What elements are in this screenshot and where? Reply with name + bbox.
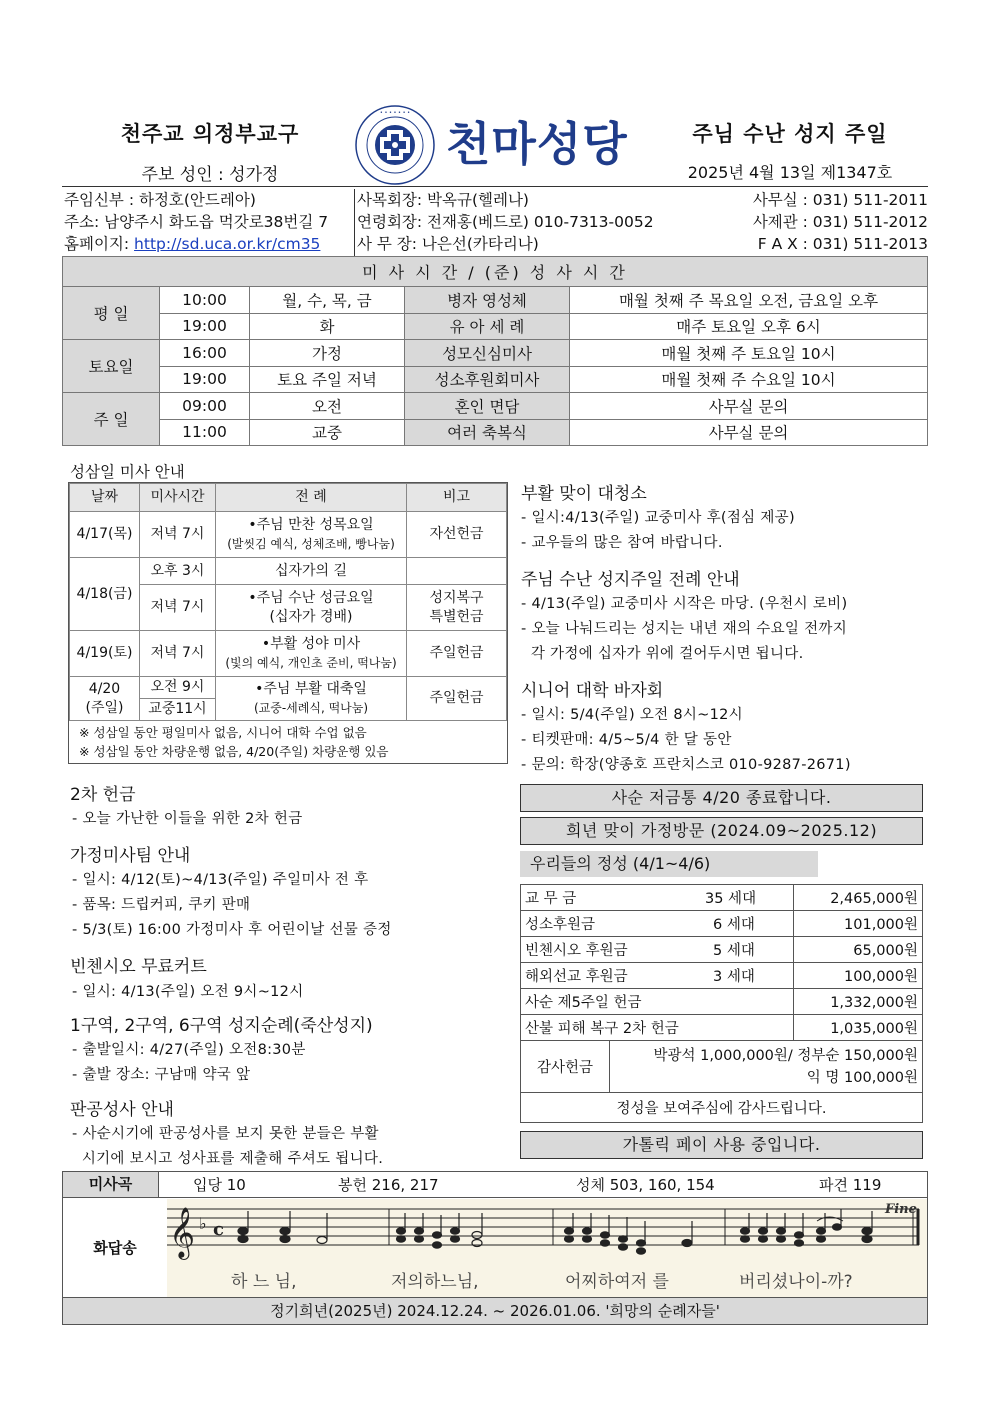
homepage-label: 홈페이지: — [64, 235, 135, 253]
hw-note: 성지복구 — [429, 589, 484, 606]
holy-week-title: 성삼일 미사 안내 — [70, 463, 185, 481]
hw-note: 자선헌금 — [407, 512, 507, 558]
vincent-title: 빈첸시오 무료커트 — [70, 957, 207, 977]
col-date: 날짜 — [70, 484, 140, 512]
offering-count: 5 세대 — [713, 943, 755, 959]
association-chair: 연령회장: 전재홍(베드로) 010-7313-0052 — [357, 213, 654, 231]
offering-amount: 2,465,000원 — [794, 885, 923, 911]
offering-name: 교 무 금 — [525, 891, 577, 907]
hw-note: 특별헌금 — [429, 608, 484, 625]
list-item: - 일시: 5/4(주일) 오전 8시~12시 — [521, 707, 743, 723]
bazaar-title: 시니어 대학 바자회 — [521, 681, 664, 701]
hw-note: 주일헌금 — [407, 677, 507, 721]
homepage-link[interactable]: http://sd.uca.or.kr/cm35 — [134, 235, 321, 253]
sacrament-name: 유 아 세 례 — [405, 313, 570, 340]
sacrament-when: 사무실 문의 — [570, 393, 928, 420]
mass-time: 16:00 — [160, 340, 250, 367]
list-item: - 출발 장소: 구남매 약국 앞 — [72, 1067, 251, 1083]
mass-desc: 오전 — [250, 393, 405, 420]
header-right — [650, 118, 930, 183]
office-phone: 사무실 : 031) 511-2011 — [752, 191, 928, 209]
list-item: - 출발일시: 4/27(주일) 오전8:30분 — [72, 1042, 306, 1058]
mass-schedule-title: 미 사 시 간 / (준) 성 사 시 간 — [63, 257, 928, 287]
hw-date: 4/19(토) — [70, 631, 140, 677]
offering-amount: 1,332,000원 — [794, 989, 923, 1015]
sacrament-when: 매월 첫째 주 토요일 10시 — [570, 340, 928, 367]
psalm-lyric: 저의하느님, — [391, 1272, 479, 1292]
list-item: 시기에 보시고 성사표를 제출해 주셔도 됩니다. — [72, 1151, 384, 1167]
offering-name: 성소후원금 — [525, 917, 596, 933]
sunday-label: 주 일 — [63, 393, 160, 446]
fine-marking: Fine — [885, 1202, 917, 1217]
offering-amount: 101,000원 — [794, 911, 923, 937]
mass-songs-row — [63, 1172, 927, 1198]
sacrament-name: 여러 축복식 — [405, 419, 570, 446]
svg-text:• • • • • • •: • • • • • • • — [379, 110, 411, 116]
psalm-score — [167, 1199, 927, 1297]
diocese-seal-logo — [354, 104, 436, 186]
hw-time: 오전 9시 — [140, 677, 216, 699]
mass-desc: 화 — [250, 313, 405, 340]
list-item: - 사순시기에 판공성사를 보지 못한 분들은 부활 — [72, 1126, 379, 1142]
hw-note-line: ※ 성삼일 동안 차량운행 없음, 4/20(주일) 차량운행 있음 — [79, 744, 389, 759]
mass-time: 11:00 — [160, 419, 250, 446]
hw-liturgy: 십자가의 길 — [216, 558, 407, 585]
list-item: - 5/3(토) 16:00 가정미사 후 어린이날 선물 증정 — [72, 922, 392, 938]
list-item: - 오늘 나눠드리는 성지는 내년 재의 수요일 전까지 — [521, 621, 848, 637]
church-name: 천마성당 — [446, 117, 628, 171]
entrance-song: 입당 10 — [193, 1176, 246, 1194]
address: 주소: 남양주시 화도읍 먹갓로38번길 7 — [64, 213, 329, 231]
list-item: - 교우들의 많은 참여 바랍니다. — [521, 535, 723, 551]
sacrament-when: 매월 첫째 주 목요일 오전, 금요일 오후 — [570, 287, 928, 314]
hw-date: 4/18(금) — [70, 558, 140, 631]
music-section — [62, 1171, 928, 1325]
list-item: - 품목: 드립커피, 쿠키 판매 — [72, 897, 251, 913]
offering-thanks: 정성을 보여주심에 감사드립니다. — [521, 1093, 923, 1123]
hw-liturgy: •주님 부활 대축일 — [255, 680, 367, 697]
hw-time: 교중11시 — [140, 699, 216, 721]
palm-sunday-title: 주님 수난 성지주일 전례 안내 — [521, 570, 740, 590]
list-item: - 일시:4/13(주일) 교중미사 후(점심 제공) — [521, 510, 795, 526]
secretary: 사 무 장: 나은선(카타리나) — [357, 235, 539, 253]
thanks-offering-label: 감사헌금 — [521, 1041, 610, 1093]
hw-liturgy: •주님 만찬 성목요일 — [248, 516, 374, 533]
mass-time: 19:00 — [160, 313, 250, 340]
mass-time: 10:00 — [160, 287, 250, 314]
mass-desc: 가정 — [250, 340, 405, 367]
col-note: 비고 — [407, 484, 507, 512]
mass-desc: 교중 — [250, 419, 405, 446]
parish-info — [62, 186, 928, 256]
sacrament-when: 매월 첫째 주 수요일 10시 — [570, 366, 928, 393]
list-item: - 문의: 학장(양종호 프란치스코 010-9287-2671) — [521, 757, 851, 773]
sacrament-name: 성소후원회미사 — [405, 366, 570, 393]
hw-time: 오후 3시 — [140, 558, 216, 585]
header-left — [80, 118, 340, 185]
sacrament-name: 병자 영성체 — [405, 287, 570, 314]
mass-time: 19:00 — [160, 366, 250, 393]
sacrament-name: 혼인 면담 — [405, 393, 570, 420]
holy-week-box — [68, 482, 508, 764]
communion-song: 성체 503, 160, 154 — [576, 1176, 715, 1194]
sacrament-when: 매주 토요일 오후 6시 — [570, 313, 928, 340]
offering-count: 6 세대 — [713, 917, 755, 933]
recessional-song: 파견 119 — [819, 1176, 882, 1194]
rectory-phone: 사제관 : 031) 511-2012 — [752, 213, 928, 231]
family-visit-notice: 희년 맞이 가정방문 (2024.09~2025.12) — [520, 817, 923, 845]
patron-saint: 주보 성인 : 성가정 — [141, 165, 279, 185]
hw-liturgy: •부활 성야 미사 — [261, 635, 361, 652]
list-item: - 오늘 가난한 이들을 위한 2차 헌금 — [72, 811, 303, 827]
hw-date: 4/20 — [88, 680, 121, 697]
weekday-label: 평 일 — [63, 287, 160, 340]
jubilee-banner: 정기희년(2025년) 2024.12.24. ~ 2026.01.06. '희망의 순례자들' — [63, 1297, 927, 1324]
hw-time: 저녁 7시 — [140, 585, 216, 631]
sunday-title: 주님 수난 성지 주일 — [692, 122, 888, 146]
list-item: 각 가정에 십자가 위에 걸어두시면 됩니다. — [521, 646, 804, 662]
hw-liturgy-detail: (십자가 경배) — [269, 608, 353, 625]
mass-time: 09:00 — [160, 393, 250, 420]
hw-liturgy-detail: (발씻김 예식, 성체조배, 빵나눔) — [227, 536, 395, 551]
diocese-name: 천주교 의정부교구 — [120, 122, 300, 146]
offering-name: 해외선교 후원금 — [525, 969, 628, 985]
psalm-lyric: 버리셨나이-까? — [739, 1272, 853, 1292]
offering-name: 산불 피해 복구 2차 헌금 — [521, 1015, 794, 1041]
psalm-label: 화답송 — [93, 1239, 137, 1257]
list-item: - 일시: 4/12(토)~4/13(주일) 주일미사 전 후 — [72, 872, 369, 888]
hw-note-line: ※ 성삼일 동안 평일미사 없음, 시니어 대학 수업 없음 — [79, 725, 367, 740]
offering-amount: 1,035,000원 — [794, 1015, 923, 1041]
mass-desc: 월, 수, 목, 금 — [250, 287, 405, 314]
council-chair: 사목회장: 박옥규(헬레나) — [357, 191, 529, 209]
svg-text:♭: ♭ — [199, 1214, 207, 1233]
psalm-lyric: 어찌하여저 를 — [565, 1272, 669, 1292]
mass-schedule-table — [62, 256, 928, 446]
offering-count: 3 세대 — [713, 969, 755, 985]
pilgrimage-title: 1구역, 2구역, 6구역 성지순례(죽산성지) — [70, 1016, 373, 1036]
list-item: - 4/13(주일) 교중미사 시작은 마당. (우천시 로비) — [521, 596, 848, 612]
offertory-song: 봉헌 216, 217 — [338, 1176, 439, 1194]
second-collection-title: 2차 헌금 — [70, 785, 136, 805]
thanks-offering-line: 익 명 100,000원 — [806, 1069, 918, 1086]
confession-title: 판공성사 안내 — [70, 1100, 174, 1120]
hw-date: 4/17(목) — [70, 512, 140, 558]
lent-savings-notice: 사순 저금통 4/20 종료합니다. — [520, 784, 923, 812]
hw-liturgy: •주님 수난 성금요일 — [248, 589, 374, 606]
pastor: 주임신부 : 하정호(안드레아) — [64, 191, 256, 209]
hw-time: 저녁 7시 — [140, 631, 216, 677]
saturday-label: 토요일 — [63, 340, 160, 393]
offering-count: 35 세대 — [705, 891, 757, 907]
col-time: 미사시간 — [140, 484, 216, 512]
offering-amount: 65,000원 — [794, 937, 923, 963]
sacrament-when: 사무실 문의 — [570, 419, 928, 446]
sacrament-name: 성모신심미사 — [405, 340, 570, 367]
offering-name: 빈첸시오 후원금 — [525, 943, 628, 959]
fax-number: F A X : 031) 511-2013 — [757, 235, 928, 253]
issue-number: 2025년 4월 13일 제1347호 — [687, 163, 893, 182]
offering-name: 사순 제5주일 헌금 — [521, 989, 794, 1015]
psalm-lyric: 하 느 님, — [231, 1272, 297, 1292]
offering-table — [520, 884, 923, 1123]
svg-text:c: c — [213, 1219, 224, 1240]
family-mass-title: 가정미사팀 안내 — [70, 846, 191, 866]
holy-week-table — [69, 483, 507, 721]
hw-date: (주일) — [85, 699, 124, 716]
svg-text:𝄞: 𝄞 — [169, 1207, 196, 1258]
thanks-offering-line: 박광석 1,000,000원/ 정부순 150,000원 — [653, 1047, 918, 1064]
offering-title: 우리들의 정성 (4/1~4/6) — [520, 851, 818, 877]
mass-songs-label: 미사곡 — [63, 1172, 159, 1197]
list-item: - 티켓판매: 4/5~5/4 한 달 동안 — [521, 732, 732, 748]
offering-amount: 100,000원 — [794, 963, 923, 989]
hw-liturgy-detail: (빛의 예식, 개인초 준비, 떡나눔) — [225, 655, 397, 670]
mass-desc: 토요 주일 저녁 — [250, 366, 405, 393]
hw-note: 주일헌금 — [407, 631, 507, 677]
list-item: - 일시: 4/13(주일) 오전 9시~12시 — [72, 984, 304, 1000]
cleaning-title: 부활 맞이 대청소 — [521, 484, 647, 504]
hw-time: 저녁 7시 — [140, 512, 216, 558]
col-liturgy: 전 례 — [216, 484, 407, 512]
catholic-pay-notice: 가톨릭 페이 사용 중입니다. — [520, 1131, 923, 1159]
hw-liturgy-detail: (교중-세례식, 떡나눔) — [253, 700, 369, 715]
